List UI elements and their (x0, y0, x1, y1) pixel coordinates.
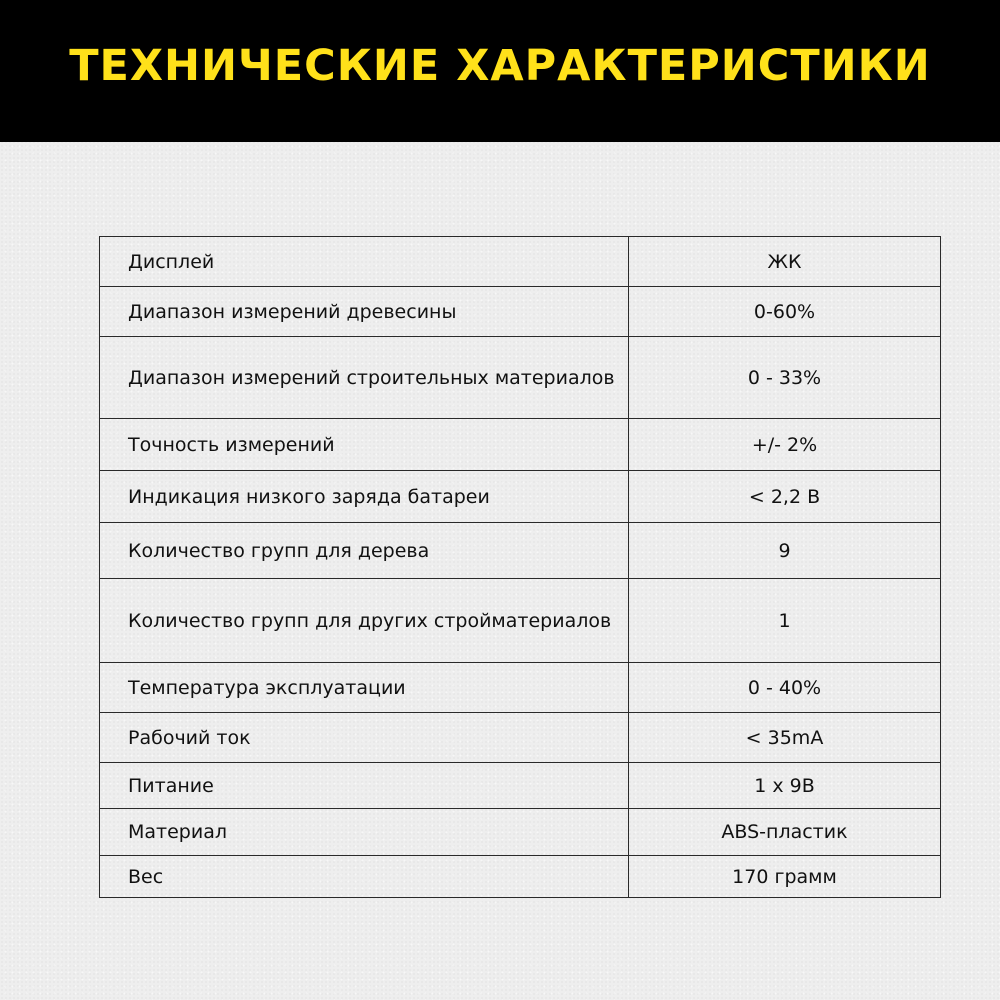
table-row (100, 237, 941, 287)
table-row (100, 856, 941, 898)
header-banner (0, 0, 1000, 142)
spec-label: Вес (100, 856, 629, 898)
table-row (100, 337, 941, 419)
spec-value: 1 х 9В (629, 763, 941, 809)
spec-value: +/- 2% (629, 419, 941, 471)
spec-value: 9 (629, 523, 941, 579)
spec-label: Диапазон измерений древесины (100, 287, 629, 337)
spec-value: 0 - 40% (629, 663, 941, 713)
spec-label: Питание (100, 763, 629, 809)
spec-value: 170 грамм (629, 856, 941, 898)
spec-label: Температура эксплуатации (100, 663, 629, 713)
spec-label: Диапазон измерений строительных материалов (100, 337, 629, 419)
spec-label: Материал (100, 809, 629, 856)
spec-label: Количество групп для других стройматериалов (100, 579, 629, 663)
spec-label: Рабочий ток (100, 713, 629, 763)
spec-value: ABS-пластик (629, 809, 941, 856)
spec-label: Точность измерений (100, 419, 629, 471)
table-row (100, 471, 941, 523)
spec-value: 1 (629, 579, 941, 663)
spec-value: < 35mA (629, 713, 941, 763)
table-row (100, 287, 941, 337)
page-title: ТЕХНИЧЕСКИЕ ХАРАКТЕРИСТИКИ (69, 41, 931, 91)
table-row (100, 663, 941, 713)
table-row (100, 763, 941, 809)
spec-label: Количество групп для дерева (100, 523, 629, 579)
spec-label: Индикация низкого заряда батареи (100, 471, 629, 523)
spec-value: < 2,2 В (629, 471, 941, 523)
spec-value: 0 - 33% (629, 337, 941, 419)
spec-value: 0-60% (629, 287, 941, 337)
table-row (100, 809, 941, 856)
table-row (100, 579, 941, 663)
spec-value: ЖК (629, 237, 941, 287)
table-row (100, 523, 941, 579)
table-row (100, 419, 941, 471)
spec-label: Дисплей (100, 237, 629, 287)
table-row (100, 713, 941, 763)
specs-table (99, 236, 941, 898)
